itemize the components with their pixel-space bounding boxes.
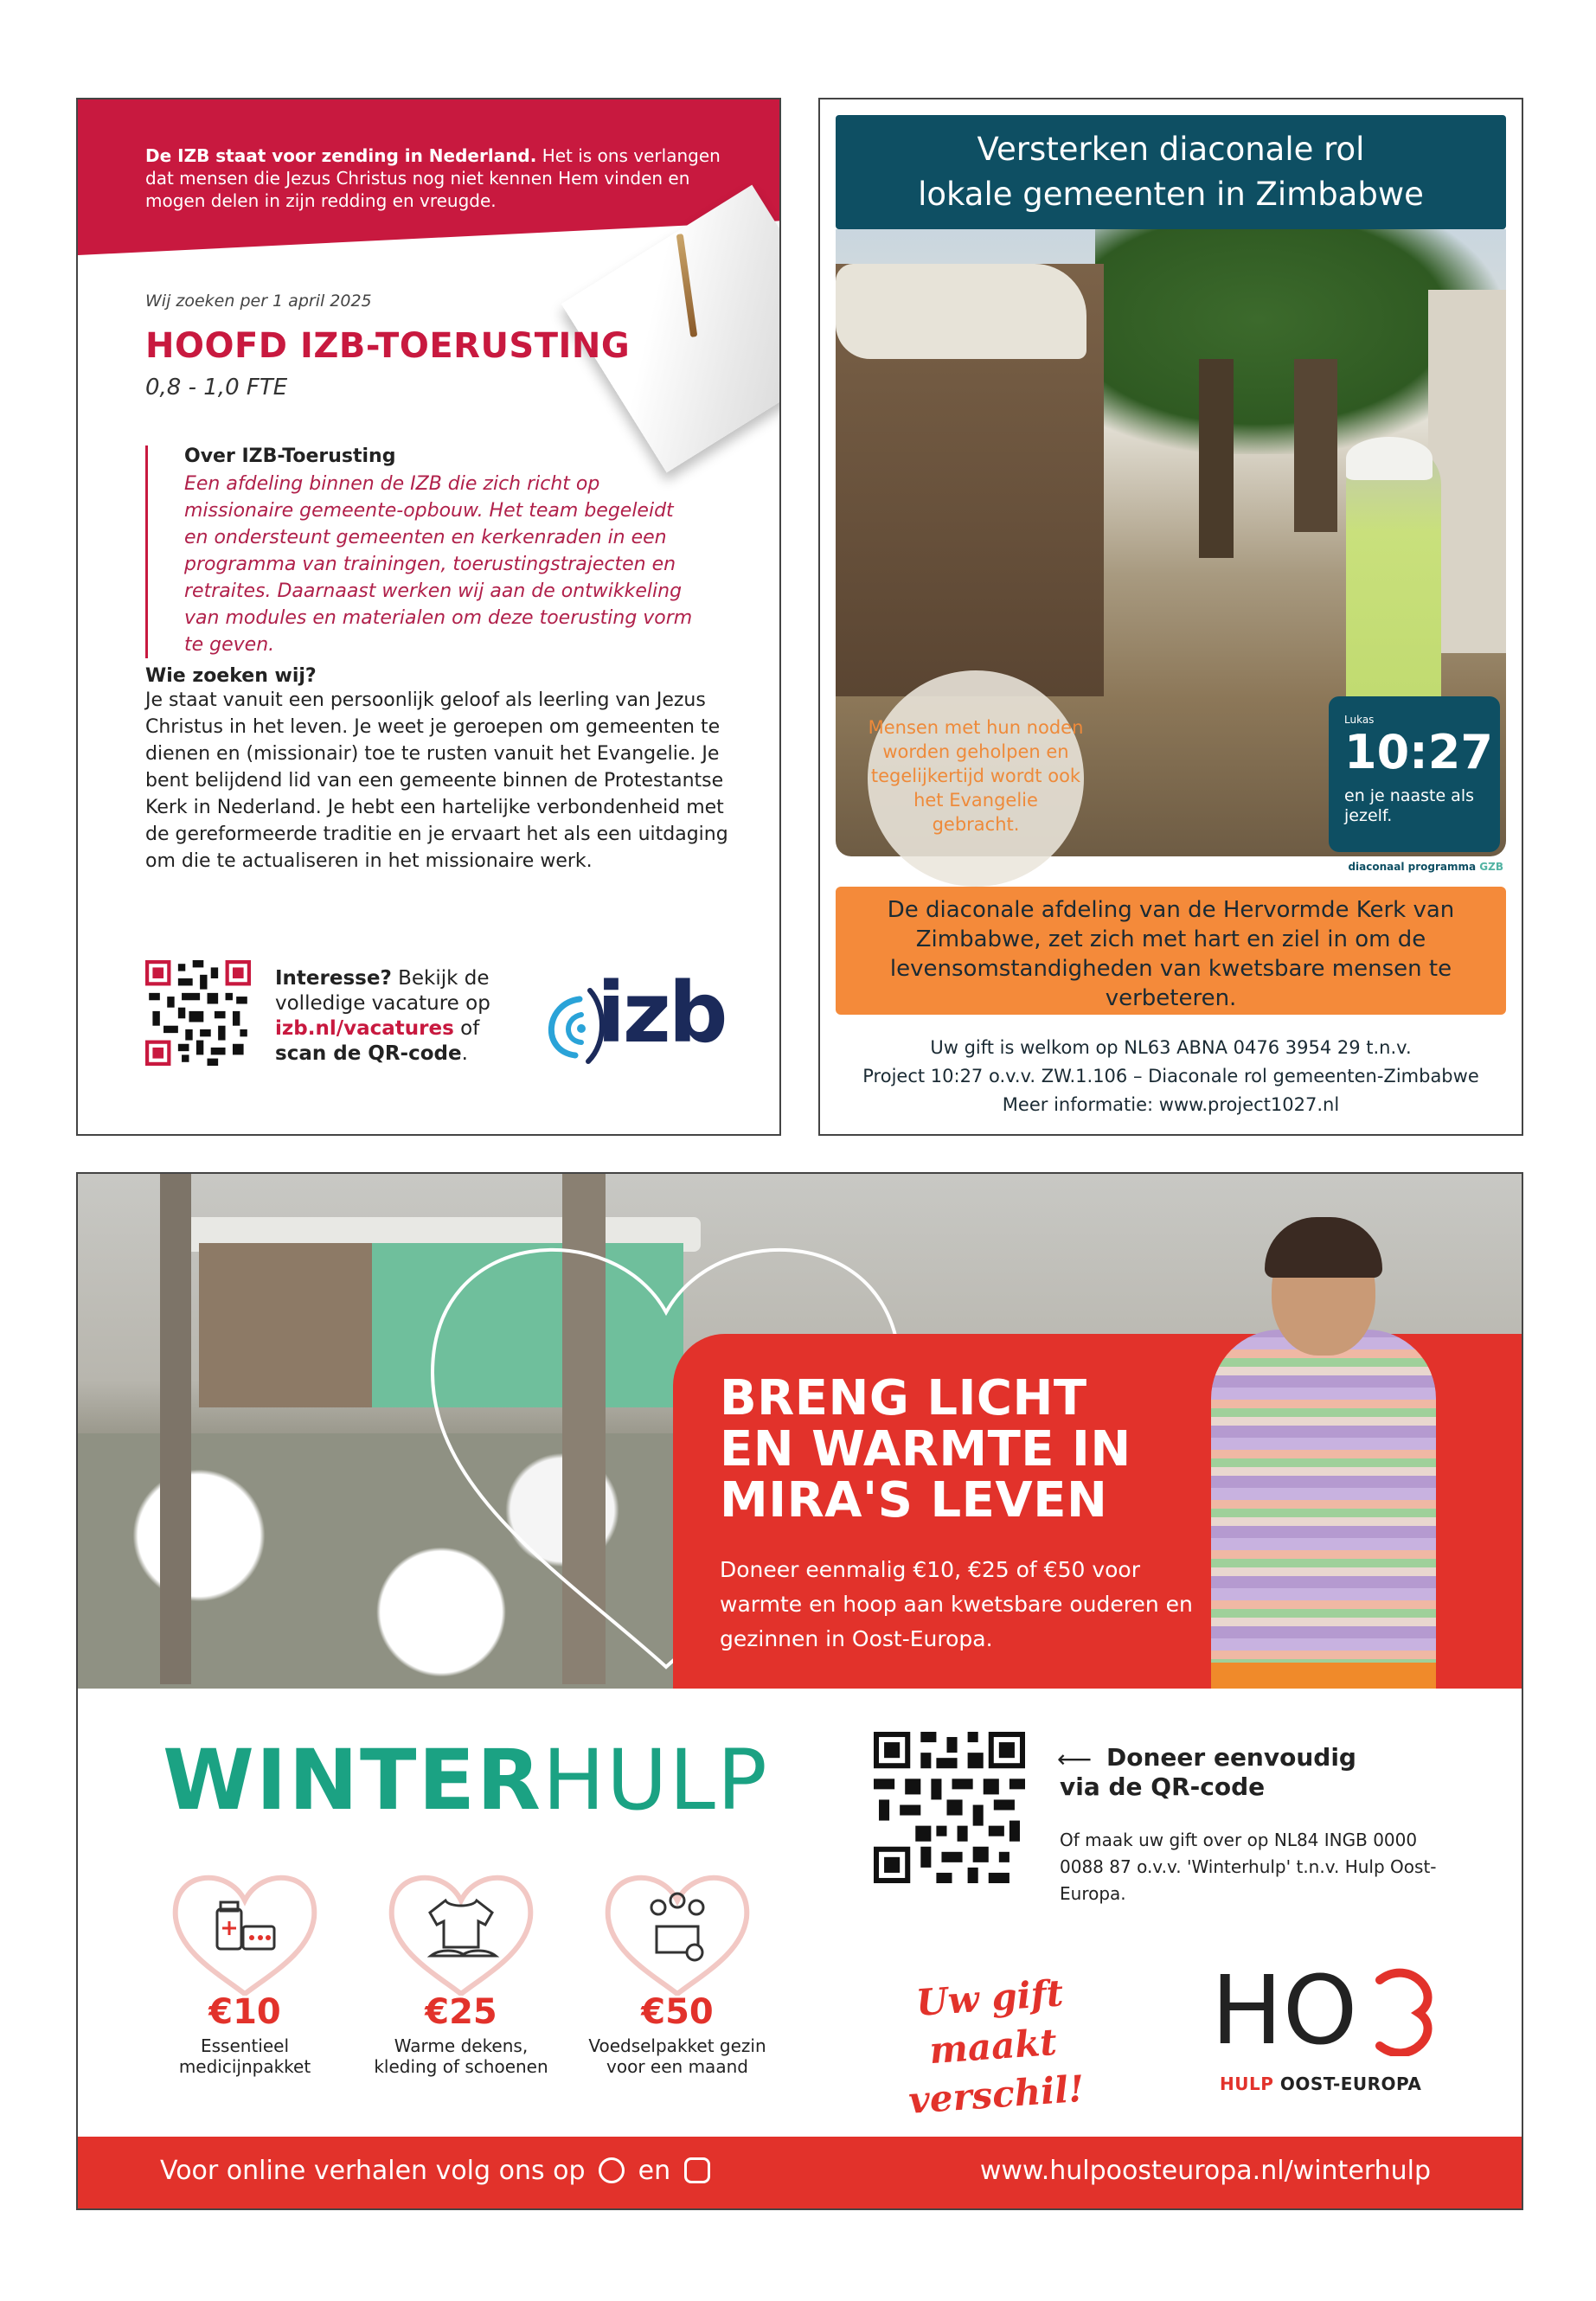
donation-amount: €50 [641, 1992, 714, 2032]
headline-part: IN [1054, 1421, 1131, 1477]
about-section [145, 445, 699, 658]
winterhulp-subtext: Doneer eenmalig €10, €25 of €50 voor warmte en hoop aan kwetsbare ouderen en gezinnen in Oost-Europa. [720, 1557, 1193, 1651]
winterhulp-ad [76, 1172, 1523, 2210]
zim-headline-line1: Versterken diaconale rol [977, 131, 1365, 168]
sun-hat [1346, 437, 1433, 480]
tree-trunk [1199, 359, 1234, 558]
interest-bold: Interesse? [275, 967, 392, 990]
donate-line2: via de QR-code [1060, 1772, 1266, 1801]
vacatures-link[interactable]: izb.nl/vacatures [275, 1017, 454, 1040]
lukas-badge [1329, 696, 1500, 852]
headline-part: BRENG [720, 1370, 927, 1426]
lukas-ref: 10:27 [1344, 725, 1493, 779]
gzb-program-label [1330, 861, 1503, 873]
donation-options [154, 1866, 811, 2091]
interest-text [275, 966, 526, 1067]
who-text: Je staat vanuit een persoonlijk geloof als leerling van Jezus Christus in het leven. Je weet je geroepen om gemeenten te dienen en (missionair) toe te rusten vanuit het Evangelie. Je bent belijdend lid van een gemeente binnen de Protestantse Kerk in Nederland. Je hebt een hartelijke verbondenheid met de gereformeerde traditie en je ervaart het als een uitdaging om die te actualiseren in het missionaire werk. [145, 689, 728, 872]
winterhulp-headline [720, 1370, 1170, 1529]
vacancy-fte: 0,8 - 1,0 FTE [145, 375, 288, 401]
izb-banner-rest: Het is ons verlangen dat mensen die Jezus Christus nog niet kennen Hem vinden en mogen delen in zijn redding en vreugde. [145, 145, 721, 211]
izb-banner-bold: De IZB staat voor zending in Nederland. [145, 145, 537, 166]
lukas-label: Lukas [1344, 714, 1375, 726]
footer-social [160, 2156, 715, 2186]
footer-website-link[interactable]: www.hulpoosteuropa.nl/winterhulp [979, 2156, 1431, 2186]
house-side-wall [199, 1243, 372, 1407]
who-section [145, 665, 734, 875]
donation-label: Essentieel medicijnpakket [178, 2035, 311, 2077]
facebook-icon[interactable] [599, 2157, 625, 2183]
donation-amount: €25 [425, 1992, 497, 2032]
zimbabwe-ad [818, 98, 1523, 1136]
winterhulp-logo [163, 1732, 769, 1829]
donation-option-50[interactable] [586, 1866, 768, 2091]
family-food-icon [599, 1866, 755, 1996]
ho-logo-letters: HO [1211, 1961, 1358, 2056]
zim-headline-line2: lokale gemeenten in Zimbabwe [918, 176, 1424, 213]
about-heading: Over IZB-Toerusting [184, 445, 396, 467]
izb-vacancy-ad [76, 98, 781, 1136]
headline-bold-warmte: WARMTE [811, 1421, 1055, 1477]
ho-logo-icon [1202, 1961, 1445, 2056]
medicine-icon [167, 1866, 323, 1996]
arrow-left-icon: ⟵ [1057, 1745, 1093, 1773]
zim-quote-circle: Mensen met hun noden worden geholpen en tegelijkertijd wordt ook het Evangelie gebracht. [868, 670, 1084, 887]
donation-option-25[interactable] [370, 1866, 552, 2091]
zim-headline [836, 115, 1506, 229]
interest-body: Bekijk de volledige vacature op [275, 967, 490, 1015]
zim-footer-iban: Uw gift is welkom op NL63 ABNA 0476 3954 29 t.n.v. [930, 1037, 1412, 1058]
gzb-brand: GZB [1479, 861, 1503, 873]
izb-logo-text: izb [597, 965, 726, 1061]
donate-qr-heading [1060, 1743, 1440, 1802]
girl-in-blanket [1202, 1226, 1445, 1689]
lukas-text: en je naaste als jezelf. [1344, 786, 1475, 825]
zim-footer-project: Project 10:27 o.v.v. ZW.1.106 – Diaconale rol gemeenten-Zimbabwe [862, 1066, 1479, 1086]
vacancy-title: HOOFD IZB-TOERUSTING [145, 326, 631, 366]
about-text: Een afdeling binnen de IZB die zich richt op missionaire gemeente-opbouw. Het team begeleidt en ondersteunt gemeenten en kerkenraden in een programma van trainingen, toerustingstrajecten en retraites. Daarnaast werken wij aan de ontwikkeling van modules en materialen om deze toerusting vorm te geven. [184, 473, 693, 656]
zim-orange-box: De diaconale afdeling van de Hervormde Kerk van Zimbabwe, zet zich met hart en ziel in om de levensomstandigheden van kwetsbare mensen te verbeteren. [836, 887, 1506, 1015]
interest-qr-text: scan de QR-code [275, 1042, 462, 1065]
knitted-blanket [1211, 1330, 1436, 1689]
donation-amount: €10 [208, 1992, 281, 2032]
logo-winter: WINTER [163, 1732, 542, 1829]
zim-footer [836, 1034, 1506, 1119]
donation-option-10[interactable] [154, 1866, 336, 2091]
tree-trunk-2 [1294, 359, 1337, 532]
footer-and: en [638, 2156, 671, 2186]
izb-banner-text [145, 144, 734, 212]
ho-name-region: OOST-EUROPA [1279, 2073, 1422, 2094]
gift-slogan: Uw gift maakt verschil! [907, 1971, 1086, 2122]
winterhulp-qr-code[interactable] [874, 1732, 1025, 1883]
who-heading: Wie zoeken wij? [145, 665, 317, 687]
izb-qr-code[interactable] [145, 960, 251, 1066]
ho-name [1220, 2073, 1421, 2094]
logo-hulp: HULP [542, 1732, 769, 1829]
zim-footer-website[interactable]: Meer informatie: www.project1027.nl [1002, 1094, 1340, 1115]
bank-transfer-info: Of maak uw gift over op NL84 INGB 0000 0088 87 o.v.v. 'Winterhulp' t.n.v. Hulp Oost-Europa. [1060, 1830, 1437, 1904]
donation-label: Voedselpakket gezin voor een maand [588, 2035, 766, 2077]
tree-trunk-left [160, 1174, 191, 1684]
headline-part: EN [720, 1421, 812, 1477]
interest-end: . [461, 1042, 468, 1065]
clothing-icon [383, 1866, 539, 1996]
program-label: diaconaal programma [1348, 861, 1480, 873]
headline-bold-licht: LICHT [926, 1370, 1087, 1426]
donation-label: Warme dekens, kleding of schoenen [374, 2035, 548, 2077]
footer-social-text: Voor online verhalen volg ons op [160, 2156, 586, 2186]
ho-name-hulp: HULP [1220, 2073, 1280, 2094]
blanket-hem [1211, 1663, 1436, 1689]
vacancy-date: Wij zoeken per 1 april 2025 [145, 292, 372, 311]
cloth-bundle [836, 264, 1086, 359]
girl-hair [1265, 1217, 1382, 1278]
instagram-icon[interactable] [684, 2157, 710, 2183]
donate-line1: Doneer eenvoudig [1106, 1743, 1356, 1772]
interest-of: of [453, 1017, 480, 1040]
winterhulp-footer [78, 2137, 1522, 2208]
headline-part: MIRA'S LEVEN [720, 1472, 1108, 1529]
